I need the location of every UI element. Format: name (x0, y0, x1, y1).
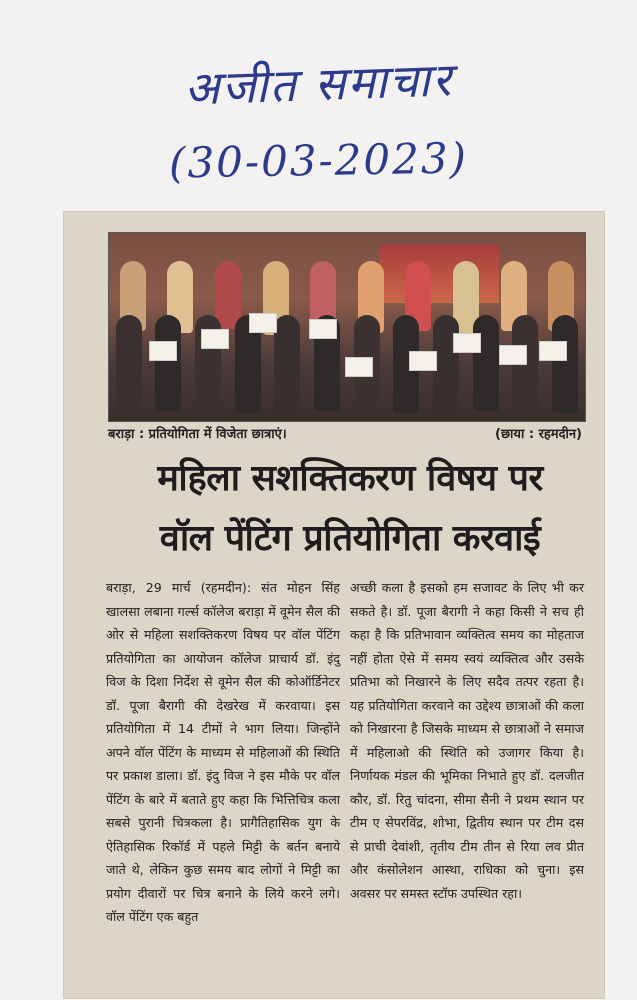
handwritten-date: (30-03-2023) (168, 133, 469, 188)
article-text-right: अच्छी कला है इसको हम सजावट के लिए भी कर सकते है। डॉ. पूजा बैरागी ने कहा किसी ने सच ही कहा है कि प्रतिभावान व्यक्तित्व समय का मोहताज नहीं होता ऐसे में समय स्वयं व्यक्तित्व और उसके प्रतिभा को निखारने के लिए सदैव तत्पर रहता है। यह प्रतियोगिता करवाने का उद्देश्य छात्राओं की कला को निखारना है जिसके माध्यम से छात्राओं ने समाज में महिलाओ की स्थिति को उजागर किया है। निर्णायक मंडल की भूमिका निभाते हुए डॉ. दलजीत कौर, डॉ. रितु चांदना, सीमा सैनी ने प्रथम स्थान पर टीम ए सेपरविंद्र, शोभा, द्वितीय स्थान पर टीम दस से प्राची देवांशी, तृतीय टीम तीन से रिया लव प्रीत और कंसोलेशन आस्था, राधिका को चुना। इस अवसर पर समस्त स्टॉफ उपस्थित रहा। (350, 580, 584, 901)
group-photo (108, 232, 586, 422)
photo-person (473, 315, 499, 411)
certificate (201, 329, 229, 349)
article-text-left: बराड़ा, 29 मार्च (रहमदीन): संत मोहन सिंह खालसा लबाना गर्ल्स कॉलेज बराड़ा में वूमेन सैल की ओर से महिला सशक्तिकरण विषय पर वॉल पेंटिंग प्रतियोगिता का आयोजन कॉलेज प्राचार्य डॉ. इंदु विज के दिशा निर्देश से वूमेन सैल की कोऑर्डिनेटर डॉ. पूजा बैरागी की देखरेख में करवाया। इस प्रतियोगिता में 14 टीमों ने भाग लिया। जिन्होंने अपने वॉल पेंटिंग के माध्यम से महिलाओं की स्थिति पर प्रकाश डाला। डॉ. इंदु विज ने इस मौके पर वॉल पेंटिंग के बारे में बताते हुए कहा कि भित्तिचित्र कला सबसे पुरानी चित्रकला है। प्रागैतिहासिक युग के ऐतिहासिक रिकॉर्ड में पहले मिट्टी के बर्तन बनाये जाते थे, लेकिन कुछ समय बाद लोगों ने मिट्टी का प्रयोग दीवारों पर चित्र बनाने के लिये करने लगे। वॉल पेंटिंग एक बहुत (106, 580, 340, 924)
certificate (539, 341, 567, 361)
photo-person (155, 315, 181, 411)
photo-person (512, 315, 538, 415)
headline-line-1: महिला सशक्तिकरण विषय पर (157, 458, 543, 499)
headline-line-2: वॉल पेंटिंग प्रतियोगिता करवाई (159, 518, 541, 559)
article-column-right (350, 576, 584, 905)
photo-credit: (छाया : रहमदीन) (495, 427, 582, 442)
certificate (149, 341, 177, 361)
certificate (249, 313, 277, 333)
certificate (409, 351, 437, 371)
certificate (309, 319, 337, 339)
photo-person (552, 315, 578, 413)
photo-caption: बराड़ा : प्रतियोगिता में विजेता छात्राएं। (108, 427, 287, 442)
photo-person (274, 315, 300, 415)
handwritten-newspaper-name: अजीत समाचार (183, 52, 454, 116)
newspaper-clipping (64, 212, 604, 998)
photo-person (116, 315, 142, 415)
certificate (499, 345, 527, 365)
certificate (453, 333, 481, 353)
certificate (345, 357, 373, 377)
article-column-left (106, 576, 340, 929)
